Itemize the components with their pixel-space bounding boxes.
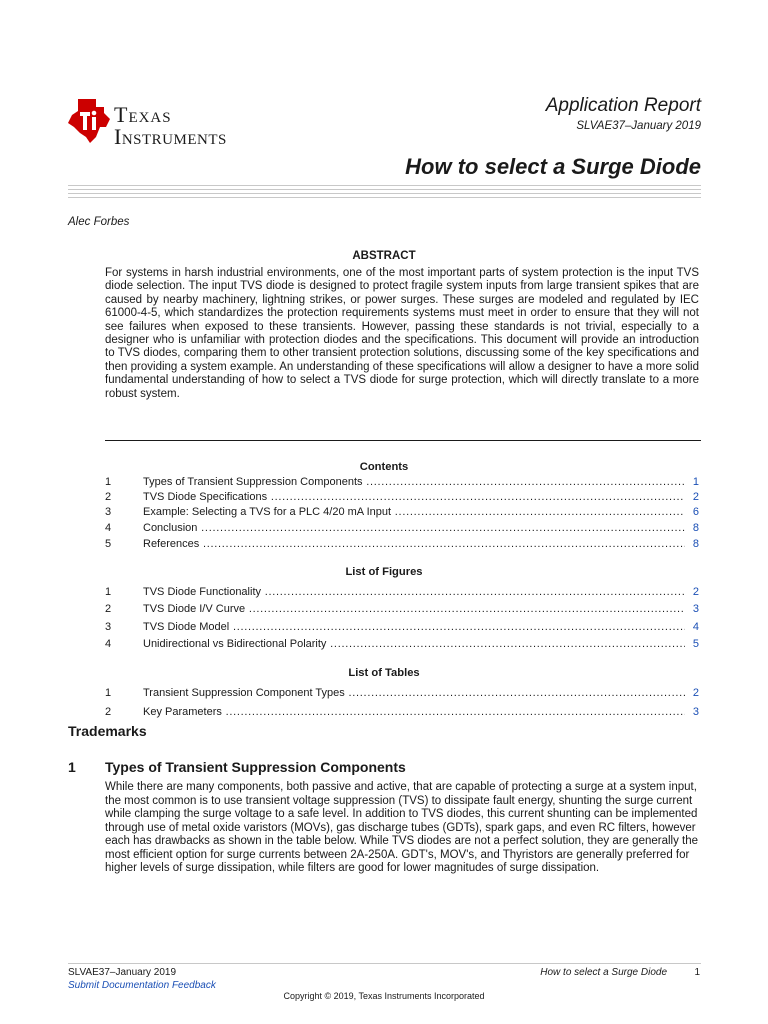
section-body: While there are many components, both passive and active, that are capable of protecting a surge at a system input, the most common is to use transient voltage suppression (TVS) to dissipate fault energy, shunting the surge current while clamping the surge voltage to a safe level. In addition to TVS diodes, this current shunting can be implemented through use of metal oxide varistors (MOVs), gas discharge tubes (GDTs), spark gaps, and even RC filters, however each has drawbacks as shown in the table below. While TVS diodes are not a perfect solution, they are generally the most efficient option for surge currents between 2A-250A. GDT's, MOV's, and Thyristors are generally preferred for higher levels of surge dissipation, while filters are good for lower magnitudes of surge dissipation.	[105, 781, 699, 874]
toc-page-link[interactable]: 6	[692, 506, 699, 518]
table-label[interactable]: Transient Suppression Component Types .....	[143, 686, 685, 700]
figure-number: 4	[105, 638, 112, 650]
ti-logo-icon	[66, 97, 112, 145]
figure-label[interactable]: Unidirectional vs Bidirectional Polarity .....	[143, 637, 685, 651]
footer-doc-id: SLVAE37–January 2019	[68, 967, 177, 978]
toc-number: 2	[105, 491, 112, 503]
section-number: 1	[68, 759, 76, 775]
table-number: 1	[105, 687, 112, 699]
toc-number: 3	[105, 506, 112, 518]
doc-number: SLVAE37–January 2019	[576, 120, 701, 132]
toc-page-link[interactable]: 8	[692, 538, 699, 550]
figure-entry[interactable]	[105, 602, 699, 616]
author: Alec Forbes	[68, 216, 130, 228]
copyright: Copyright © 2019, Texas Instruments Incorporated	[283, 991, 485, 1001]
figure-entry[interactable]	[105, 620, 699, 634]
table-entry[interactable]	[105, 705, 699, 719]
tables-heading: List of Tables	[348, 667, 420, 679]
toc-label[interactable]: Types of Transient Suppression Components .....	[143, 475, 685, 489]
toc-number: 5	[105, 538, 112, 550]
figure-page-link[interactable]: 4	[692, 621, 699, 633]
page-title: How to select a Surge Diode	[405, 154, 701, 179]
abstract-text: For systems in harsh industrial environments, one of the most important parts of system protection is the input TVS diode selection. The input TVS diode is designed to protect fragile system inputs from large transient spikes that are caused by nearby machinery, lightning strikes, or power surges. These surges are modeled and regulated by IEC 61000-4-5, which standardizes the protection requirements systems must meet in order to ensure that they will not see failures when exposed to these transients. However, passing these standards is not trivial, especially to a designer who is unfamiliar with protection diodes and the specifications. This document will provide an introduction to TVS diodes, comparing them to other transient protection solutions, discussing some of the key specifications and then providing a system example. An understanding of these specifications will allow a designer to have a more solid fundamental understanding of how to select a TVS diode for surge protection, which will directly translate to a more robust system.	[105, 267, 699, 400]
toc-entry[interactable]	[105, 537, 699, 551]
doc-type: Application Report	[545, 95, 701, 116]
footer-title: How to select a Surge Diode	[540, 967, 667, 978]
toc-page-link[interactable]: 8	[692, 522, 699, 534]
section-title: Types of Transient Suppression Components	[105, 759, 406, 775]
toc-page-link[interactable]: 1	[692, 476, 699, 488]
figure-number: 1	[105, 586, 112, 598]
toc-label[interactable]: Example: Selecting a TVS for a PLC 4/20 mA Input .....	[143, 505, 685, 519]
trademarks-heading: Trademarks	[68, 723, 147, 739]
logo-line-2: Instruments	[114, 124, 227, 149]
title-rules	[68, 185, 701, 201]
feedback-link[interactable]: Submit Documentation Feedback	[68, 980, 216, 991]
table-entry[interactable]	[105, 686, 699, 700]
figure-number: 3	[105, 621, 112, 633]
figure-label[interactable]: TVS Diode Functionality .....	[143, 585, 685, 599]
figure-page-link[interactable]: 2	[692, 586, 699, 598]
contents-heading: Contents	[359, 461, 409, 473]
figure-entry[interactable]	[105, 585, 699, 599]
toc-entry[interactable]	[105, 475, 699, 489]
figure-page-link[interactable]: 5	[692, 638, 699, 650]
logo-line-1: Texas	[114, 102, 172, 127]
toc-page-link[interactable]: 2	[692, 491, 699, 503]
figure-entry[interactable]	[105, 637, 699, 651]
toc-label[interactable]: Conclusion .....	[143, 521, 685, 535]
toc-entry[interactable]	[105, 521, 699, 535]
table-label[interactable]: Key Parameters .....	[143, 705, 685, 719]
toc-label[interactable]: References .....	[143, 537, 685, 551]
figure-label[interactable]: TVS Diode I/V Curve .....	[143, 602, 685, 616]
page-number: 1	[694, 967, 700, 978]
abstract-divider	[105, 440, 701, 441]
toc-label[interactable]: TVS Diode Specifications .....	[143, 490, 685, 504]
toc-number: 1	[105, 476, 112, 488]
toc-number: 4	[105, 522, 112, 534]
table-page-link[interactable]: 2	[692, 687, 699, 699]
table-page-link[interactable]: 3	[692, 706, 699, 718]
figure-page-link[interactable]: 3	[692, 603, 699, 615]
ti-logo	[66, 97, 266, 149]
figure-number: 2	[105, 603, 112, 615]
figure-label[interactable]: TVS Diode Model .....	[143, 620, 685, 634]
table-number: 2	[105, 706, 112, 718]
abstract-heading: ABSTRACT	[352, 250, 416, 262]
figures-heading: List of Figures	[345, 566, 423, 578]
footer-rule	[68, 963, 701, 964]
toc-entry[interactable]	[105, 505, 699, 519]
toc-entry[interactable]	[105, 490, 699, 504]
